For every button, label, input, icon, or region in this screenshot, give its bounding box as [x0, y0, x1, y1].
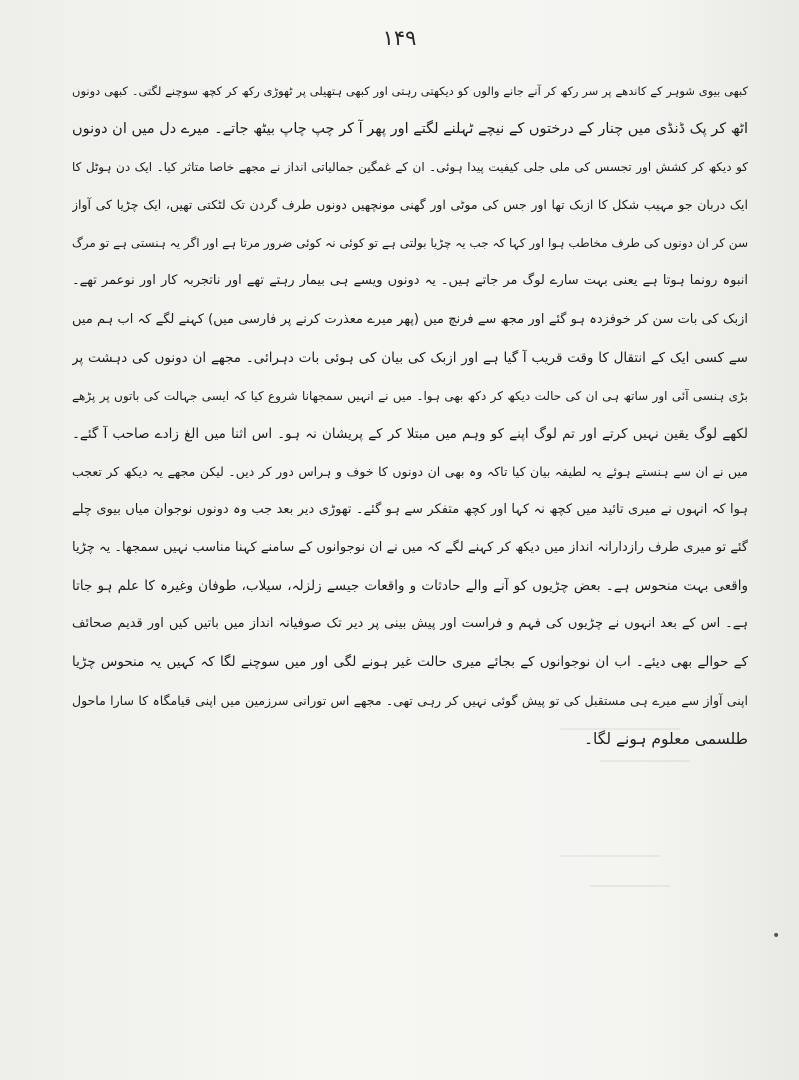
page-number: ۱۴۹ [382, 26, 417, 50]
body-text [72, 72, 748, 758]
text-line: کبھی بیوی شوہر کے کاندھے پر سر رکھ کر آنے جانے والوں کو دیکھتی رہتی اور کبھی ہتھیلی پر ٹھوڑی رکھ کر کچھ سوچنے لگتی۔ کبھی دونوں [72, 84, 748, 98]
text-line: ہے۔ اس کے بعد انہوں نے چڑیوں کی فہم و فراست اور پیش بینی پر دیر تک صوفیانہ انداز میں باتیں کیں اور قدیم صحائف [72, 616, 748, 632]
text-line: کے حوالے بھی دیئے۔ اب ان نوجوانوں کے بجائے میری حالت غیر ہونے لگی اور میں سوچنے لگا کہ کہیں یہ منحوس چڑیا [72, 654, 748, 671]
text-line: کو دیکھ کر کشش اور تجسس کی ملی جلی کیفیت پیدا ہوئی۔ ان کے غمگین جمالیاتی انداز نے مجھے خاصا متاثر کیا۔ ایک دن ہوٹل کا [72, 160, 748, 175]
faint-bleedthrough [600, 760, 690, 762]
faint-bleedthrough [590, 885, 670, 887]
text-line: ایک دربان جو مہیب شکل کا ازبک تھا اور جس کی موٹی اور گھنی مونچھیں دونوں طرف گردن تک لٹکتی تھیں، ایک چڑیا کی آواز [72, 197, 748, 213]
text-line: واقعی بہت منحوس ہے۔ بعض چڑیوں کو آنے والے حادثات و واقعات جیسے زلزلہ، سیلاب، طوفان وغیرہ کا علم ہو جاتا [72, 578, 748, 595]
text-line: لکھے لوگ یقین نہیں کرتے اور تم لوگ اپنے کو وہم میں مبتلا کر کے پریشان نہ ہو۔ اس اثنا میں الغ زادے صاحب آ گئے۔ [72, 425, 748, 442]
margin-mark: • [772, 928, 781, 944]
text-line: طلسمی معلوم ہونے لگا۔ [583, 729, 748, 748]
text-line: ہوا کہ انہوں نے میری تائید میں کچھ نہ کہا اور کچھ متفکر سے ہو گئے۔ تھوڑی دیر بعد جب وہ دونوں نوجوان میاں بیوی چلے [72, 502, 748, 518]
text-line: انبوہ رونما ہوتا ہے یعنی بہت سارے لوگ مر جاتے ہیں۔ یہ دونوں ویسے ہی بیمار رہتے تھے اور ناتجربہ کار اور نوعمر تھے۔ [72, 273, 748, 289]
faint-bleedthrough [560, 855, 660, 857]
text-line: اپنی آواز سے میرے ہی مستقبل کی تو پیش گوئی نہیں کر رہی تھی۔ مجھے اس تورانی سرزمین میں اپنی قیامگاہ کا سارا ماحول [72, 692, 748, 708]
text-line: ازبک کی بات سن کر خوفزدہ ہو گئے اور مجھ سے فرنچ میں (پھر میرے معذرت کرنے پر فارسی میں) کہنے لگے کہ اب ہم میں [72, 311, 748, 327]
text-line: بڑی ہنسی آئی اور ساتھ ہی ان کی حالت دیکھ کر دکھ بھی ہوا۔ میں نے انہیں سمجھانا شروع کیا کہ ایسی جہالت کی باتوں پر پڑھے [72, 388, 748, 403]
text-line: سے کسی ایک کے انتقال کا وقت قریب آ گیا ہے اور ازبک کی بیان کی ہوئی بات دہرائی۔ مجھے ان دونوں کی دہشت پر [72, 349, 748, 366]
text-line: سن کر ان دونوں کی طرف مخاطب ہوا اور کہا کہ جب یہ چڑیا بولتی ہے تو کوئی نہ کوئی ضرور مرتا ہے اور اگر یہ ہنستی ہے تو مرگ [72, 236, 748, 251]
text-line: اٹھ کر پک ڈنڈی میں چنار کے درختوں کے نیچے ٹہلنے لگتے اور پھر آ کر چپ چاپ بیٹھ جاتے۔ میرے دل میں ان دونوں [72, 121, 748, 138]
text-line: میں نے ان سے ہنستے ہوئے یہ لطیفہ بیان کیا تاکہ وہ بھی ان دونوں کا خوف و ہراس دور کر دیں۔ لیکن مجھے یہ دیکھ کر تعجب [72, 463, 748, 479]
text-line: گئے تو میری طرف رازدارانہ انداز میں دیکھ کر کہنے لگے کہ میں نے ان نوجوانوں کے سامنے کہنا مناسب نہیں سمجھا۔ یہ چڑیا [72, 540, 748, 556]
